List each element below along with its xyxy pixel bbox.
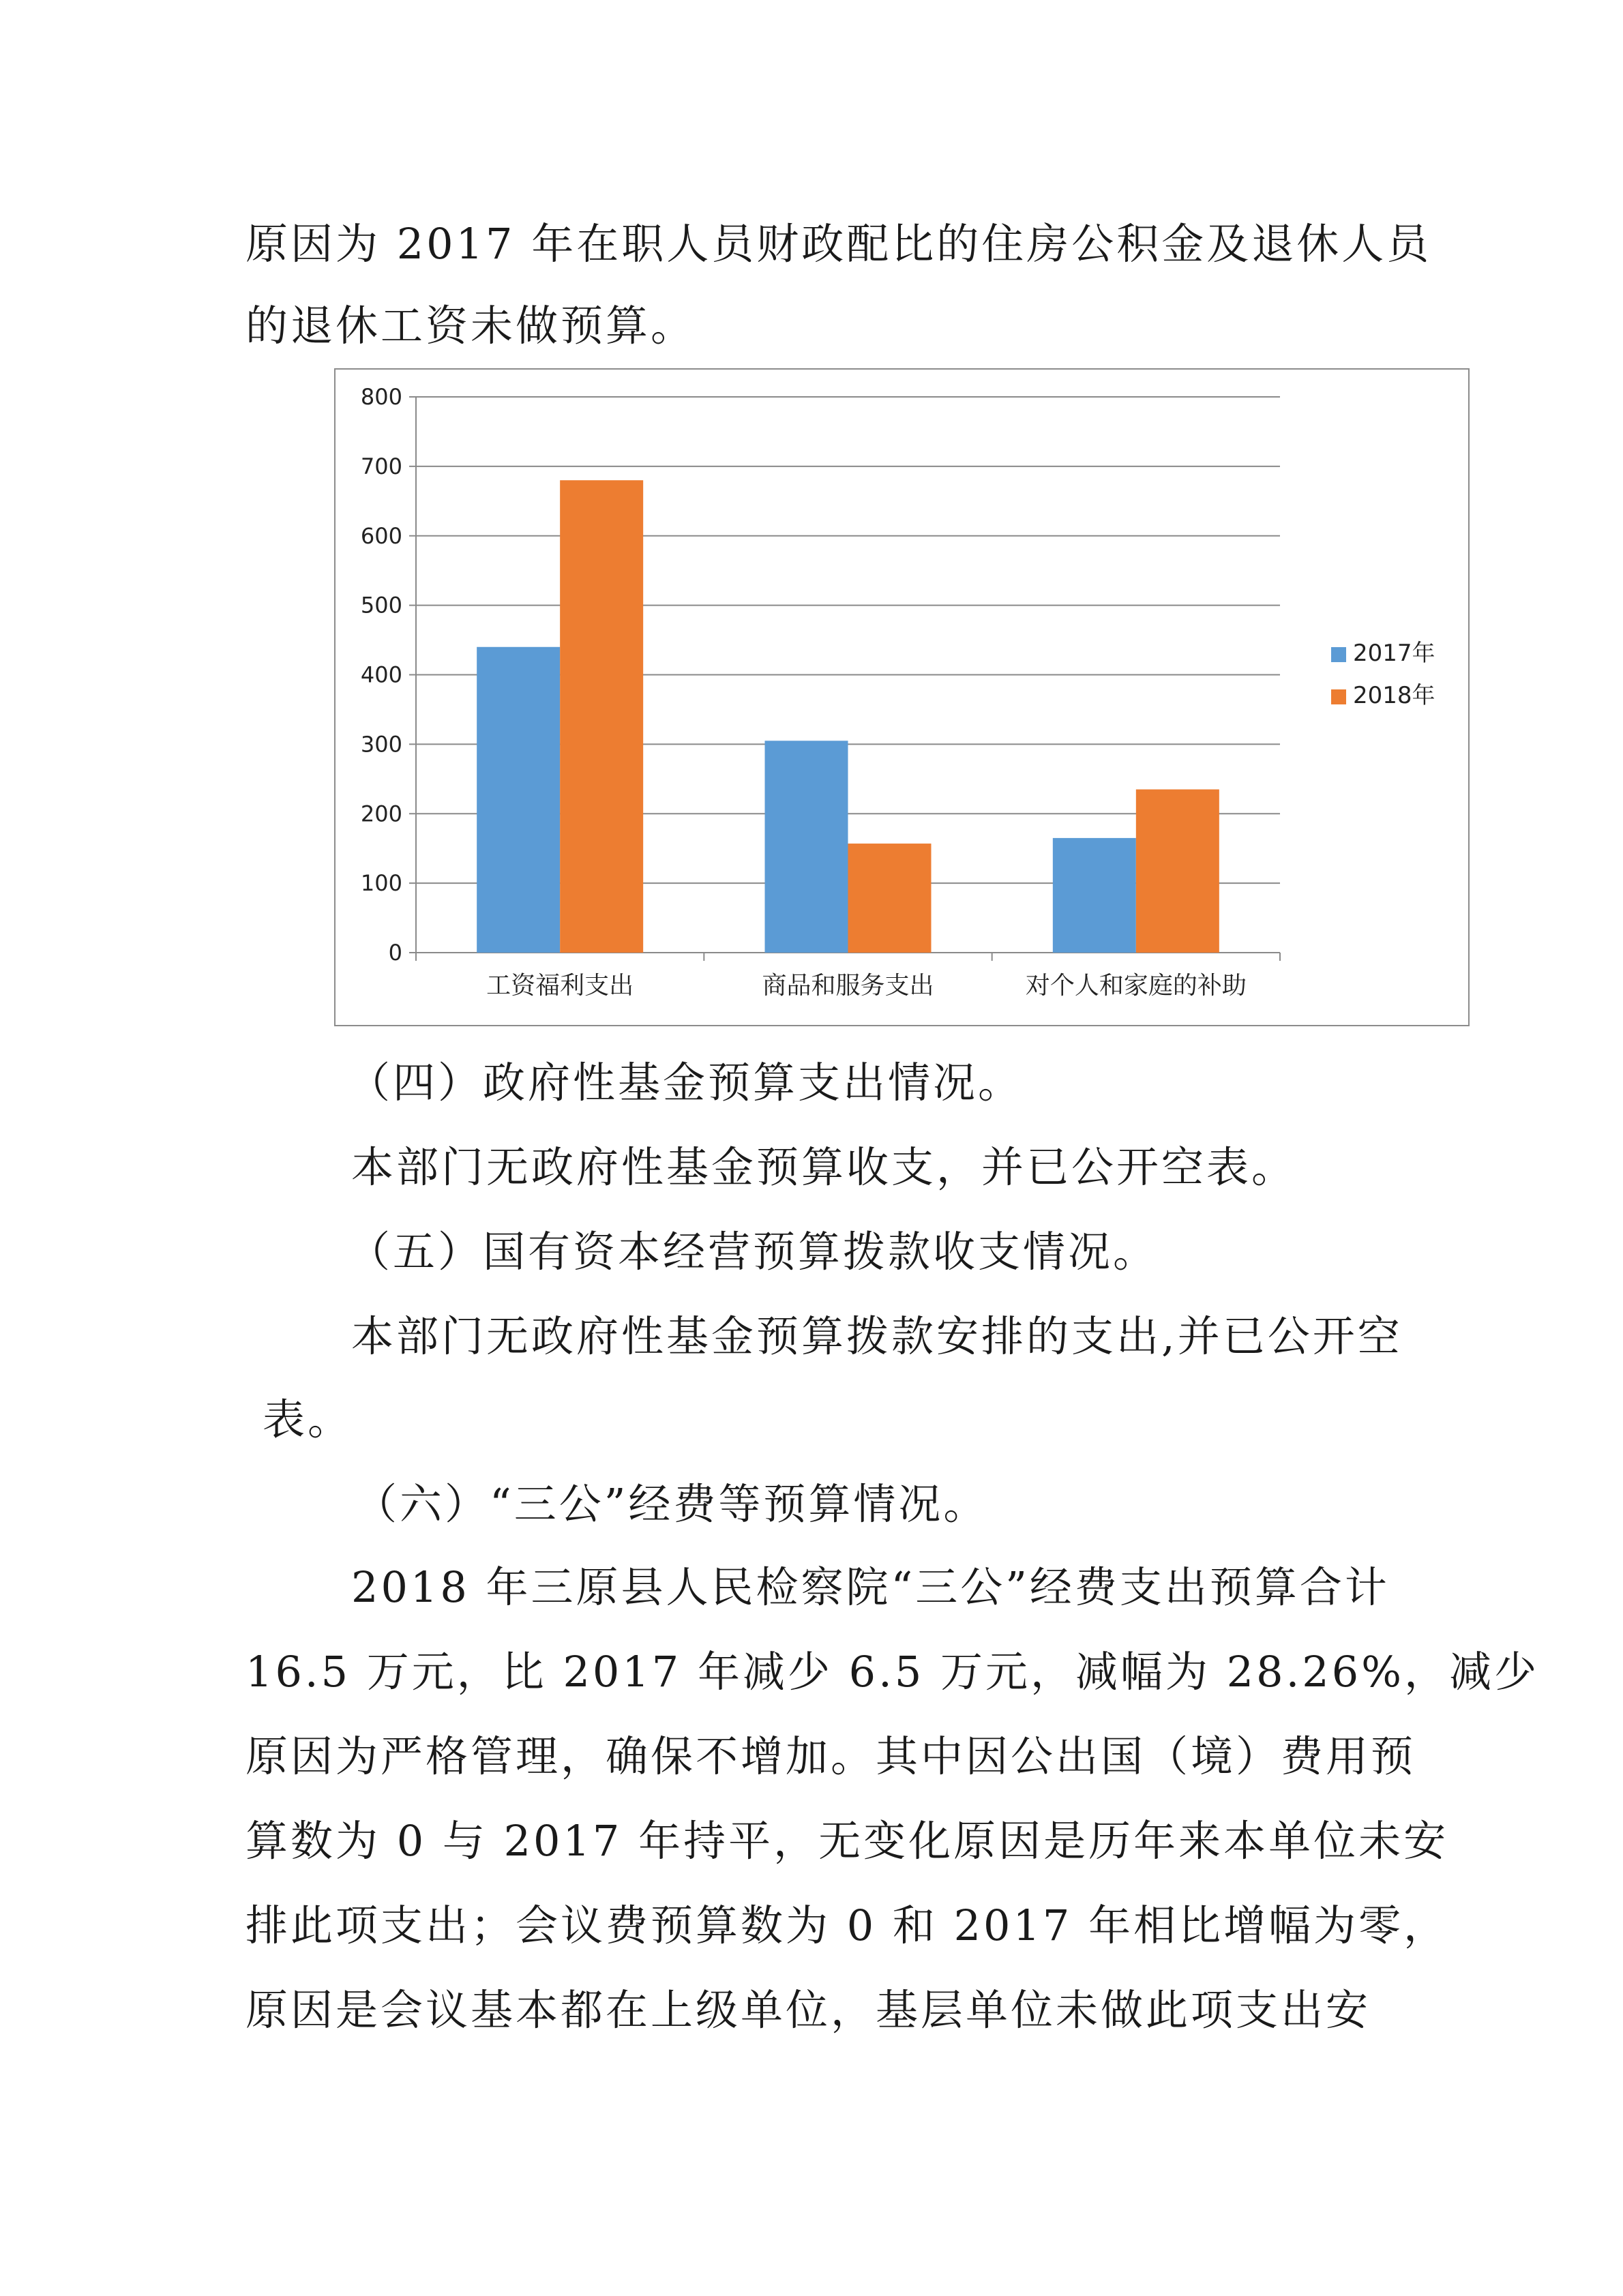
- bar: [1136, 790, 1219, 953]
- section-heading: （六）“三公”经费等预算情况。: [355, 1479, 989, 1529]
- y-tick-label: 200: [360, 801, 402, 827]
- paragraph-line: 的退休工资未做预算。: [245, 301, 696, 351]
- legend-swatch: [1331, 689, 1346, 704]
- x-category-label: 工资福利支出: [486, 972, 634, 1000]
- legend-swatch: [1331, 647, 1346, 662]
- paragraph-line: 排此项支出；会议费预算数为 0 和 2017 年相比增幅为零，: [245, 1900, 1449, 1950]
- bar: [765, 741, 848, 953]
- section-heading: （五）国有资本经营预算拨款收支情况。: [348, 1227, 1159, 1277]
- paragraph-line: 算数为 0 与 2017 年持平，无变化原因是历年来本单位未安: [245, 1816, 1449, 1866]
- bar: [1053, 838, 1136, 953]
- y-tick-label: 400: [360, 661, 402, 688]
- legend-label: 2018年: [1353, 682, 1435, 709]
- section-heading: （四）政府性基金预算支出情况。: [348, 1058, 1024, 1107]
- paragraph-line: 本部门无政府性基金预算收支，并已公开空表。: [351, 1142, 1297, 1192]
- paragraph-line: 表。: [263, 1395, 353, 1444]
- y-tick-label: 500: [360, 592, 402, 618]
- x-category-label: 对个人和家庭的补助: [1025, 972, 1247, 1000]
- y-tick-label: 100: [360, 870, 402, 897]
- bar: [477, 647, 560, 953]
- y-tick-label: 0: [388, 940, 402, 966]
- paragraph-line: 本部门无政府性基金预算拨款安排的支出,并已公开空: [351, 1311, 1403, 1361]
- bar-chart: [334, 368, 1470, 1026]
- paragraph-line: 原因为严格管理，确保不增加。其中因公出国（境）费用预: [245, 1731, 1416, 1781]
- chart-canvas: [336, 370, 1468, 1025]
- bar: [560, 480, 643, 953]
- bar: [848, 844, 932, 953]
- x-category-label: 商品和服务支出: [762, 972, 934, 1000]
- paragraph-line: 16.5 万元，比 2017 年减少 6.5 万元，减幅为 28.26%，减少: [245, 1647, 1540, 1697]
- y-tick-label: 300: [360, 731, 402, 758]
- y-tick-label: 800: [360, 384, 402, 410]
- legend-label: 2017年: [1353, 640, 1435, 667]
- y-tick-label: 700: [360, 453, 402, 479]
- paragraph-line: 原因是会议基本都在上级单位，基层单位未做此项支出安: [245, 1985, 1371, 2035]
- paragraph-line: 原因为 2017 年在职人员财政配比的住房公积金及退休人员: [245, 219, 1432, 269]
- paragraph-line: 2018 年三原县人民检察院“三公”经费支出预算合计: [351, 1562, 1390, 1612]
- y-tick-label: 600: [360, 522, 402, 549]
